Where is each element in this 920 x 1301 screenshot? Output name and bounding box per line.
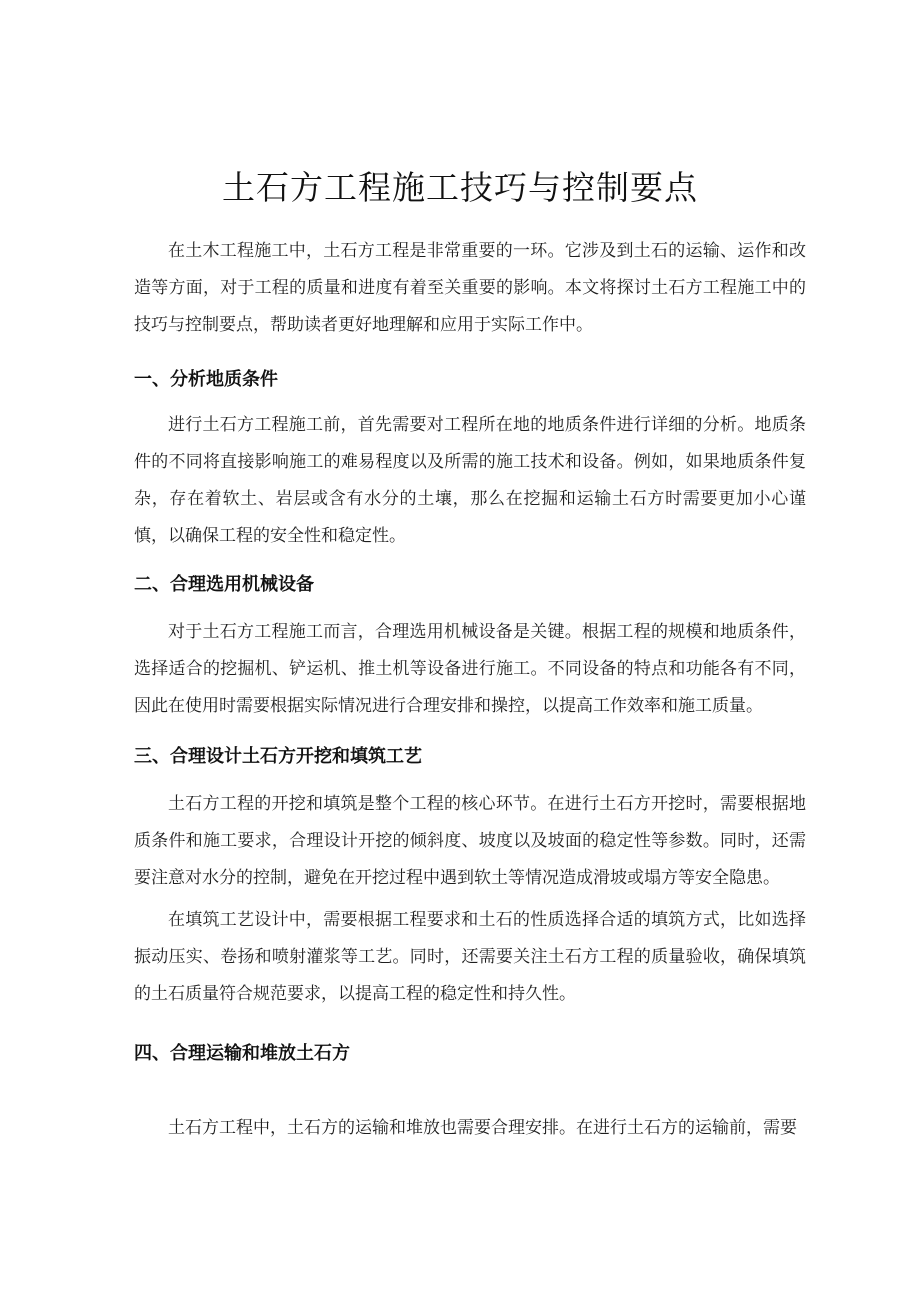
section-paragraph-machinery: 对于土石方工程施工而言，合理选用机械设备是关键。根据工程的规模和地质条件，选择适合的挖掘机、铲运机、推土机等设备进行施工。不同设备的特点和功能各有不同，因此在使用时需要根据实际情况进行合理安排和操控，以提高工作效率和施工质量。 [134,622,806,716]
section-paragraph-excavation-1: 土石方工程的开挖和填筑是整个工程的核心环节。在进行土石方开挖时，需要根据地质条件和施工要求，合理设计开挖的倾斜度、坡度以及坡面的稳定性等参数。同时，还需要注意对水分的控制，避免在开挖过程中遇到软土等情况造成滑坡或塌方等安全隐患。 [134,794,806,888]
section-heading-transport: 四、合理运输和堆放土石方 [134,1043,350,1064]
section-heading-excavation: 三、合理设计土石方开挖和填筑工艺 [134,746,422,767]
section-heading-geology: 一、分析地质条件 [134,369,278,390]
document-title: 土石方工程施工技巧与控制要点 [222,168,698,207]
section-paragraph-excavation-2: 在填筑工艺设计中，需要根据工程要求和土石的性质选择合适的填筑方式，比如选择振动压实、卷扬和喷射灌浆等工艺。同时，还需要关注土石方工程的质量验收，确保填筑的土石质量符合规范要求，以提高工程的稳定性和持久性。 [134,910,806,1004]
section-heading-machinery: 二、合理选用机械设备 [134,574,314,595]
section-paragraph-transport: 土石方工程中，土石方的运输和堆放也需要合理安排。在进行土石方的运输前，需要 [168,1118,797,1138]
intro-paragraph: 在土木工程施工中，土石方工程是非常重要的一环。它涉及到土石的运输、运作和改造等方面，对于工程的质量和进度有着至关重要的影响。本文将探讨土石方工程施工中的技巧与控制要点，帮助读者更好地理解和应用于实际工作中。 [134,241,806,335]
section-paragraph-geology: 进行土石方工程施工前，首先需要对工程所在地的地质条件进行详细的分析。地质条件的不同将直接影响施工的难易程度以及所需的施工技术和设备。例如，如果地质条件复杂，存在着软土、岩层或含有水分的土壤，那么在挖掘和运输土石方时需要更加小心谨慎，以确保工程的安全性和稳定性。 [134,415,806,546]
